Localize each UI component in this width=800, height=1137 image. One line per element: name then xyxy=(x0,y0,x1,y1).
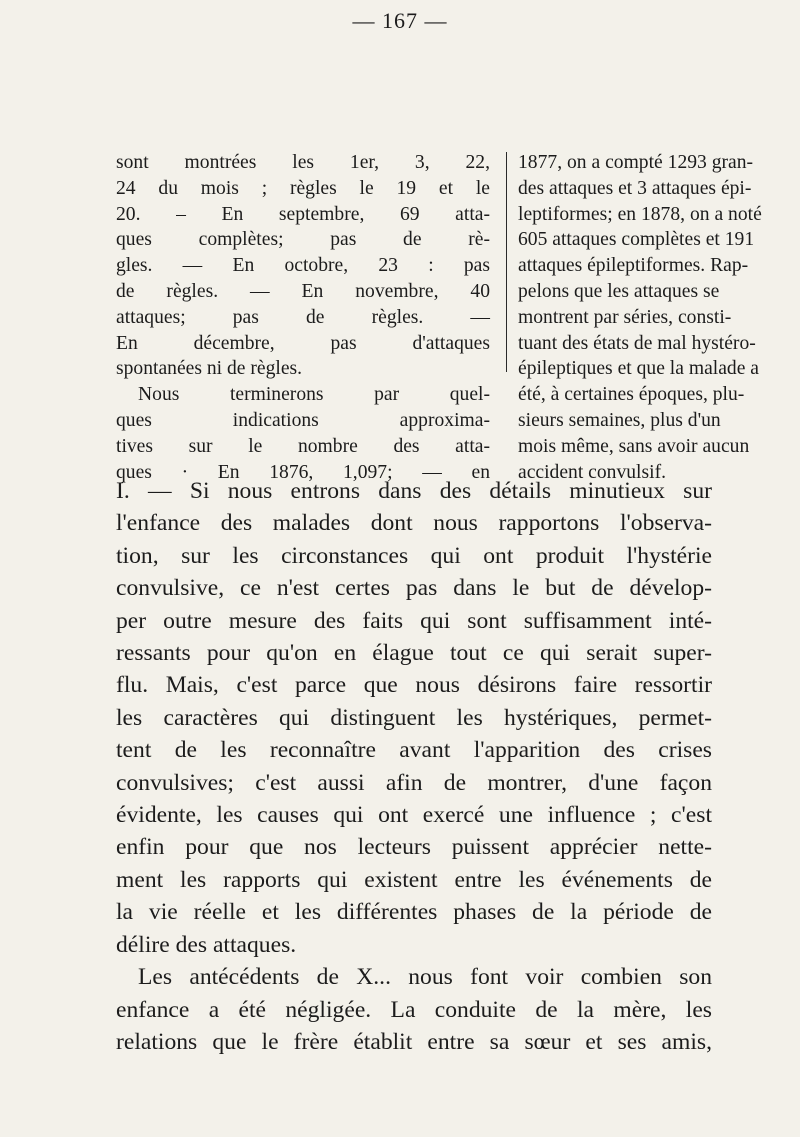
right-column-line: mois même, sans avoir aucun xyxy=(518,435,750,457)
body-text-line: I. — Si nous entrons dans des détails minutieux sur xyxy=(116,478,712,504)
body-text-line: enfance a été négligée. La conduite de la mère, les xyxy=(116,996,712,1023)
body-text-line: délire des attaques. xyxy=(116,931,297,958)
body-text-line: ment les rapports qui existent entre les événements de xyxy=(116,866,712,893)
right-column-line: 605 attaques complètes et 191 xyxy=(518,229,755,251)
body-text-line: convulsive, ce n'est certes pas dans le but de dévelop- xyxy=(116,575,712,602)
right-column-line: leptiformes; en 1878, on a noté xyxy=(518,203,762,225)
column-divider xyxy=(506,152,507,372)
body-text-line: Les antécédents de X... nous font voir combien son xyxy=(138,964,712,991)
right-column-line: pelons que les attaques se xyxy=(518,280,720,302)
body-text-line: per outre mesure des faits qui sont suffisamment inté- xyxy=(116,607,712,634)
body-text-line: flu. Mais, c'est parce que nous désirons faire ressortir xyxy=(116,672,712,699)
page-number: — 167 — xyxy=(352,8,448,33)
right-column-line: montrent par séries, consti- xyxy=(518,306,732,328)
body-text-line: relations que le frère établit entre sa sœur et ses amis, xyxy=(116,1028,712,1055)
body-text-line: les caractères qui distinguent les hystériques, permet- xyxy=(116,704,712,731)
left-column-line: ques · En 1876, 1,097; — en xyxy=(116,461,490,483)
left-column-line: spontanées ni de règles. xyxy=(116,358,303,380)
left-column-line: de règles. — En novembre, 40 xyxy=(116,280,490,302)
body-text-line: la vie réelle et les différentes phases de la période de xyxy=(116,899,712,926)
right-column-line: tuant des états de mal hystéro- xyxy=(518,332,756,354)
left-column-line: 20. – En septembre, 69 atta- xyxy=(116,203,490,225)
body-text-line: convulsives; c'est aussi afin de montrer, d'une façon xyxy=(116,769,712,796)
right-column-line: des attaques et 3 attaques épi- xyxy=(518,177,752,199)
body-paragraphs xyxy=(116,475,712,1058)
left-column-line: gles. — En octobre, 23 : pas xyxy=(116,255,490,277)
left-column-line: En décembre, pas d'attaques xyxy=(116,332,490,354)
body-text-line: tent de les reconnaître avant l'apparition des crises xyxy=(116,737,712,764)
left-column-line: attaques; pas de règles. — xyxy=(116,306,490,328)
right-column-line: accident convulsif. xyxy=(518,461,666,483)
right-column-line: sieurs semaines, plus d'un xyxy=(518,409,721,431)
left-column-line: sont montrées les 1er, 3, 22, xyxy=(116,152,490,173)
left-column-line: 24 du mois ; règles le 19 et le xyxy=(116,177,490,199)
left-column-line: ques indications approxima- xyxy=(116,409,490,431)
left-column xyxy=(116,150,490,485)
body-text-line: évidente, les causes qui ont exercé une influence ; c'est xyxy=(116,802,712,829)
body-text-line: ressants pour qu'on en élague tout ce qui serait super- xyxy=(116,640,712,667)
left-column-line: ques complètes; pas de rè- xyxy=(116,229,490,251)
body-text-line: l'enfance des malades dont nous rapportons l'observa- xyxy=(116,510,712,537)
right-column-line: épileptiques et que la malade a xyxy=(518,358,760,380)
body-text-line: tion, sur les circonstances qui ont produit l'hystérie xyxy=(116,542,712,569)
right-column xyxy=(518,150,762,485)
left-column-line: tives sur le nombre des atta- xyxy=(116,435,490,457)
right-column-line: attaques épileptiformes. Rap- xyxy=(518,255,749,277)
left-column-line: Nous terminerons par quel- xyxy=(138,384,490,406)
right-column-line: 1877, on a compté 1293 gran- xyxy=(518,152,754,173)
body-text-line: enfin pour que nos lecteurs puissent apprécier nette- xyxy=(116,834,712,861)
right-column-line: été, à certaines époques, plu- xyxy=(518,384,745,406)
